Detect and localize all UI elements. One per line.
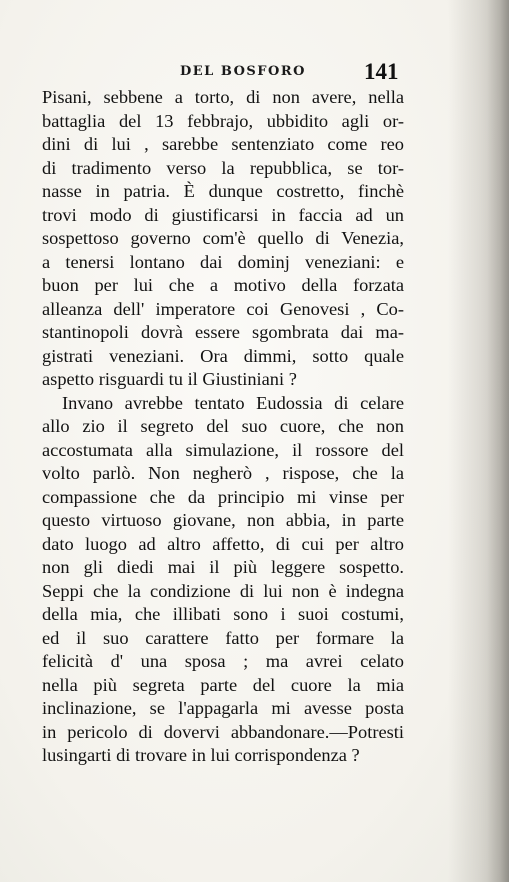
text-line: della mia, che illibati sono i suoi costumi,	[42, 604, 404, 624]
running-head: DEL BOSFORO	[180, 64, 306, 79]
text-line: Pisani, sebbene a torto, di non avere, nella	[42, 87, 404, 107]
text-line: questo virtuoso giovane, non abbia, in parte	[42, 510, 404, 530]
text-line: accostumata alla simulazione, il rossore del	[42, 439, 404, 460]
text-line: nasse in patria. È dunque costretto, finchè	[42, 181, 404, 201]
body-text	[42, 86, 404, 768]
text-line: allo zio il segreto del suo cuore, che non	[42, 416, 404, 436]
text-line: non gli diedi mai il più leggere sospetto.	[42, 557, 404, 577]
text-line: inclinazione, se l'appagarla mi avesse posta	[42, 698, 404, 718]
page-edge-shadow	[487, 0, 509, 882]
text-line: stantinopoli dovrà essere sgombrata dai ma-	[42, 322, 404, 342]
text-line: buon per lui che a motivo della forzata	[42, 275, 404, 295]
text-line: trovi modo di giustificarsi in faccia ad un	[42, 204, 404, 225]
text-line: a tenersi lontano dai dominj veneziani: e	[42, 251, 404, 272]
text-line: alleanza dell' imperatore coi Genovesi , Co-	[42, 298, 404, 319]
text-line: in pericolo di dovervi abbandonare.—Potresti	[42, 721, 404, 742]
text-line: lusingarti di trovare in lui corrispondenza ?	[42, 745, 360, 765]
page-number: 141	[364, 59, 399, 84]
text-line: compassione che da principio mi vinse per	[42, 486, 404, 507]
text-line: dini di lui , sarebbe sentenziato come reo	[42, 134, 404, 154]
text-line: di tradimento verso la repubblica, se tor-	[42, 157, 404, 178]
text-line: gistrati veneziani. Ora dimmi, sotto quale	[42, 345, 404, 366]
text-line: nella più segreta parte del cuore la mia	[42, 674, 404, 695]
text-line: dato luogo ad altro affetto, di cui per altro	[42, 533, 404, 554]
text-line: sospettoso governo com'è quello di Venezia,	[42, 228, 404, 248]
text-line: volto parlò. Non negherò , rispose, che la	[42, 463, 404, 483]
text-line: battaglia del 13 febbrajo, ubbidito agli or-	[42, 110, 404, 131]
text-line: aspetto risguardi tu il Giustiniani ?	[42, 369, 297, 389]
text-line: ed il suo carattere fatto per formare la	[42, 627, 404, 648]
text-line: felicità d' una sposa ; ma avrei celato	[42, 651, 404, 671]
text-line: Seppi che la condizione di lui non è indegna	[42, 580, 404, 601]
text-line: Invano avrebbe tentato Eudossia di celare	[62, 392, 404, 413]
